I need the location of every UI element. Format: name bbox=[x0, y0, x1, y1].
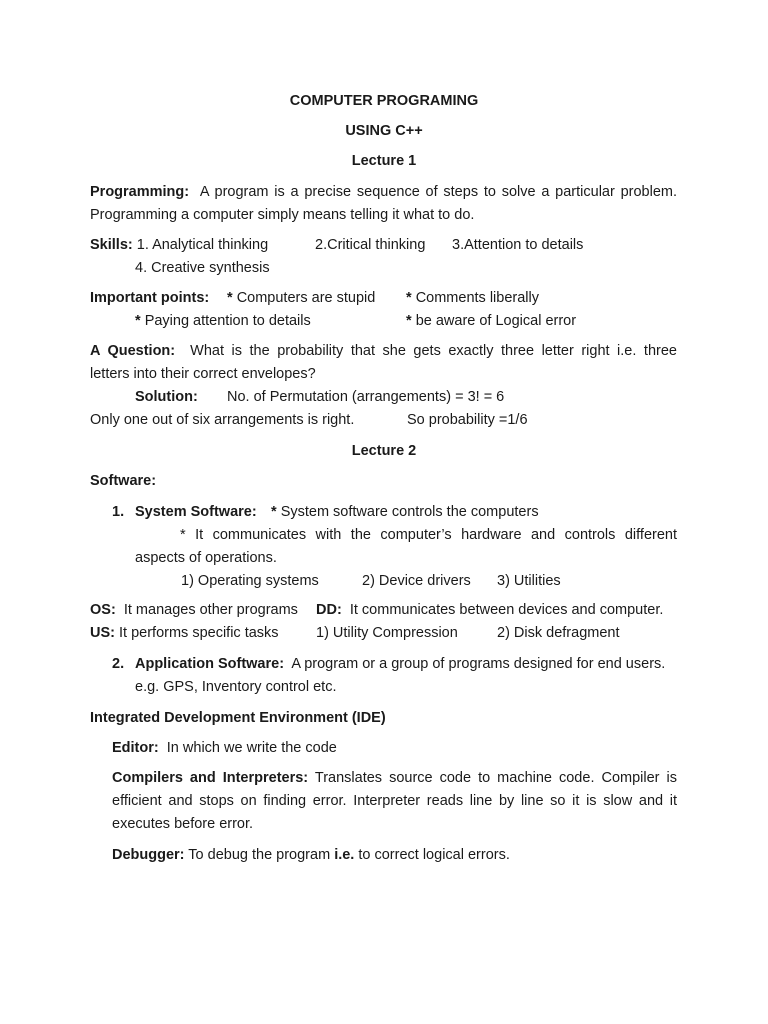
us-item-1: 1) Utility Compression bbox=[316, 625, 458, 641]
compilers-line-2: efficient and stops on finding error. Interpreter reads line by line so it is slow and it bbox=[112, 793, 677, 809]
solution-text: No. of Permutation (arrangements) = 3! = 6 bbox=[227, 389, 505, 405]
application-software-number: 2. bbox=[112, 656, 125, 672]
application-software-line-2: e.g. GPS, Inventory control etc. bbox=[135, 679, 337, 695]
skills-item-4: 4. Creative synthesis bbox=[135, 260, 270, 276]
compilers-line-1: Compilers and Interpreters: Translates source code to machine code. Compiler is bbox=[112, 770, 677, 786]
debugger-definition: Debugger: To debug the program i.e. to correct logical errors. bbox=[112, 847, 510, 863]
system-software-item-2: 2) Device drivers bbox=[362, 573, 471, 589]
programming-definition-line-1: Programming: A program is a precise sequence of steps to solve a particular problem. bbox=[90, 184, 677, 200]
answer-line-a: Only one out of six arrangements is right. bbox=[90, 412, 355, 428]
system-software-point-2: * It communicates with the computer’s hardware and controls different bbox=[180, 527, 677, 543]
skills-item-3: 3.Attention to details bbox=[452, 237, 584, 253]
important-point-4: * be aware of Logical error bbox=[406, 313, 577, 329]
us-item-2: 2) Disk defragment bbox=[497, 625, 620, 641]
software-heading: Software: bbox=[90, 473, 157, 489]
answer-line-b: So probability =1/6 bbox=[407, 412, 528, 428]
compilers-line-3: executes before error. bbox=[112, 816, 254, 832]
us-definition: US: It performs specific tasks bbox=[90, 625, 279, 641]
editor-definition: Editor: In which we write the code bbox=[112, 740, 337, 756]
system-software-item-1: 1) Operating systems bbox=[181, 573, 319, 589]
ide-heading: Integrated Development Environment (IDE) bbox=[90, 710, 386, 726]
important-points-label: Important points: bbox=[90, 290, 210, 306]
lecture-2-heading: Lecture 2 bbox=[351, 443, 417, 459]
lecture-1-heading: Lecture 1 bbox=[351, 153, 417, 169]
document-title: COMPUTER PROGRAMING bbox=[289, 93, 479, 109]
skills-item-2: 2.Critical thinking bbox=[315, 237, 426, 253]
programming-definition-line-2: Programming a computer simply means telling it what to do. bbox=[90, 207, 475, 223]
question-line-1: A Question: What is the probability that she gets exactly three letter right i.e. three bbox=[90, 343, 677, 359]
solution-label: Solution: bbox=[135, 389, 198, 405]
document-subtitle: USING C++ bbox=[345, 123, 423, 139]
important-point-1: * Computers are stupid bbox=[227, 290, 376, 306]
skills-label-line: Skills: 1. Analytical thinking bbox=[90, 237, 269, 253]
dd-definition: DD: It communicates between devices and computer. bbox=[316, 602, 664, 618]
os-definition: OS: It manages other programs bbox=[90, 602, 298, 618]
important-point-2: * Comments liberally bbox=[406, 290, 539, 306]
system-software-point-1: * System software controls the computers bbox=[271, 504, 539, 520]
system-software-item-3: 3) Utilities bbox=[497, 573, 561, 589]
application-software-line-1: Application Software: A program or a group of programs designed for end users. bbox=[135, 656, 666, 672]
system-software-number: 1. bbox=[112, 504, 125, 520]
question-line-2: letters into their correct envelopes? bbox=[90, 366, 316, 382]
system-software-point-2-cont: aspects of operations. bbox=[135, 550, 277, 566]
system-software-label: System Software: bbox=[135, 504, 257, 520]
important-point-3: * Paying attention to details bbox=[135, 313, 311, 329]
